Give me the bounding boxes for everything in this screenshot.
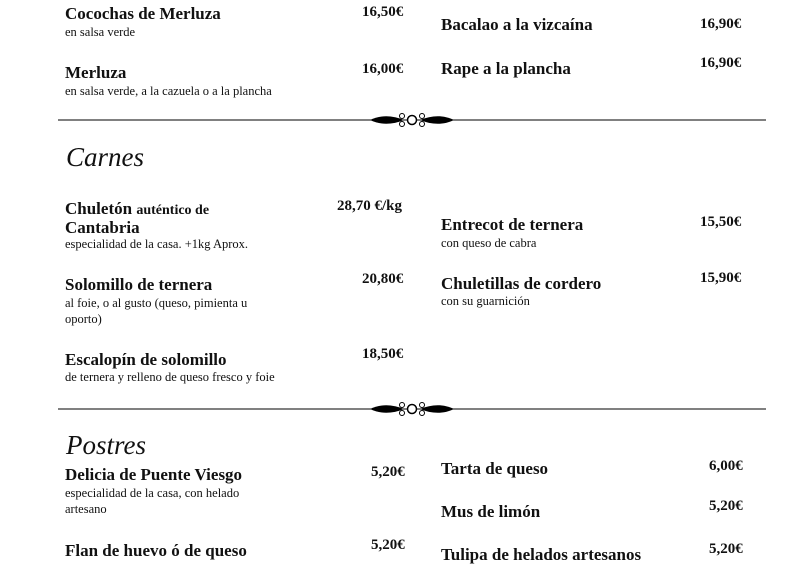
item-name-suffix: auténtico de (136, 203, 210, 218)
item-name: Mus de limón (441, 502, 541, 521)
item-description: especialidad de la casa. +1kg Aprox. (65, 237, 249, 251)
item-description: de ternera y relleno de queso fresco y foie (65, 370, 275, 384)
item-name: Tulipa de helados artesanos (441, 545, 642, 564)
item-price: 5,20€ (371, 537, 405, 553)
ornament-divider (58, 402, 766, 416)
item-name: Chuletillas de cordero (441, 274, 602, 293)
item-name: Merluza (65, 63, 127, 82)
item-price: 15,90€ (700, 270, 742, 286)
item-price: 5,20€ (371, 464, 405, 480)
item-description-line2: artesano (65, 502, 107, 516)
item-name: Chuletón auténtico de (65, 199, 210, 218)
item-description: con queso de cabra (441, 236, 537, 250)
item-price: 15,50€ (700, 214, 742, 230)
item-price: 16,90€ (700, 16, 742, 32)
item-description: especialidad de la casa, con helado (65, 486, 240, 500)
item-price: 5,20€ (709, 541, 743, 557)
item-name: Tarta de queso (441, 459, 549, 478)
item-name: Bacalao a la vizcaína (441, 15, 593, 34)
item-description: al foie, o al gusto (queso, pimienta u (65, 296, 248, 310)
item-price: 28,70 €/kg (337, 198, 403, 214)
item-price: 16,90€ (700, 55, 742, 71)
item-name: Solomillo de ternera (65, 275, 213, 294)
item-name: Rape a la plancha (441, 59, 571, 78)
item-price: 6,00€ (709, 458, 743, 474)
item-price: 20,80€ (362, 271, 404, 287)
item-name: Cocochas de Merluza (65, 4, 221, 23)
item-price: 18,50€ (362, 346, 404, 362)
item-name: Flan de huevo ó de queso (65, 541, 247, 560)
item-description: en salsa verde (65, 25, 136, 39)
item-price: 5,20€ (709, 498, 743, 514)
item-name: Escalopín de solomillo (65, 350, 227, 369)
item-description-line2: oporto) (65, 312, 102, 326)
item-description: en salsa verde, a la cazuela o a la plancha (65, 84, 272, 98)
section-title-carnes: Carnes (66, 142, 145, 172)
section-title-postres: Postres (66, 430, 146, 460)
ornament-divider (58, 113, 766, 127)
item-name: Delicia de Puente Viesgo (65, 465, 243, 484)
item-name: Entrecot de ternera (441, 215, 584, 234)
item-description: con su guarnición (441, 294, 530, 308)
item-price: 16,00€ (362, 61, 404, 77)
item-name-line2: Cantabria (65, 218, 140, 237)
item-price: 16,50€ (362, 4, 404, 20)
